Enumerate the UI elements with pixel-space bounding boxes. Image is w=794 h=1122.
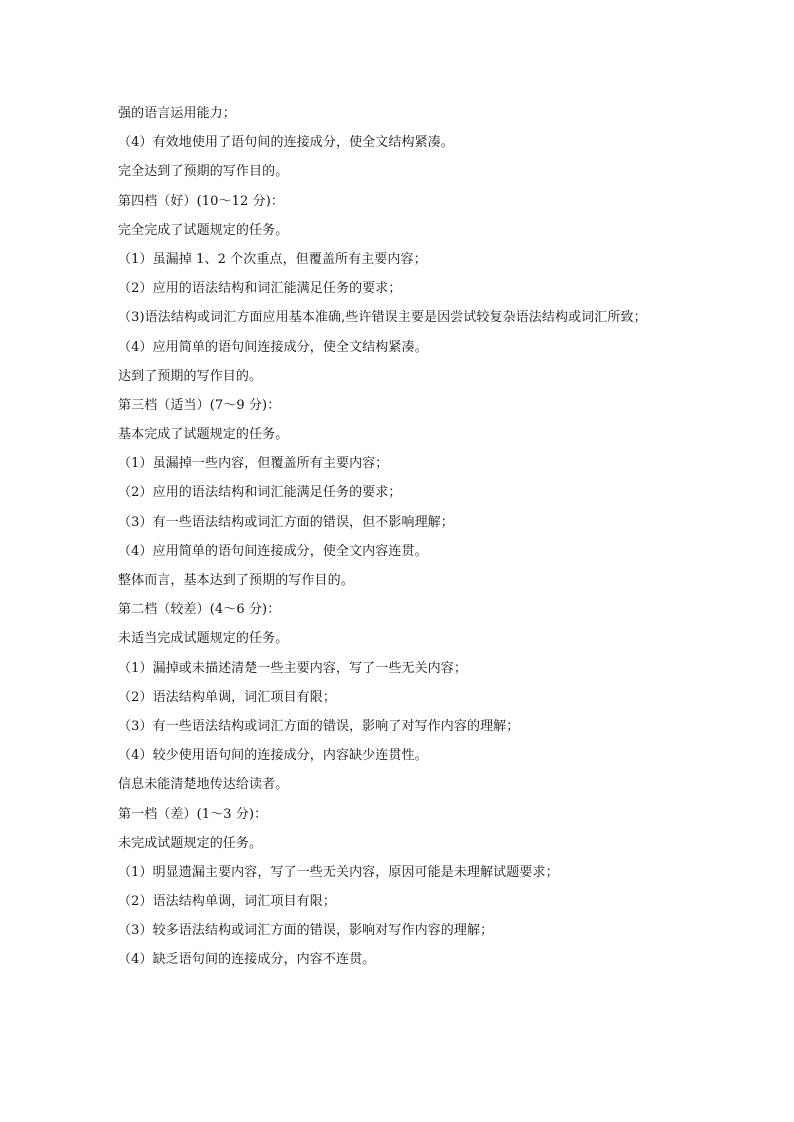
list-item: （2）语法结构单调，词汇项目有限； — [118, 894, 336, 910]
section-heading: 第四档（好）(10～12 分)： — [118, 193, 284, 209]
text-line: 未适当完成试题规定的任务。 — [118, 631, 289, 647]
text-line: 强的语言运用能力； — [118, 106, 236, 121]
list-item: （1）虽漏掉一些内容，但覆盖所有主要内容； — [118, 456, 389, 472]
list-item: （1）虽漏掉 1、2 个次重点，但覆盖所有主要内容； — [118, 251, 427, 267]
list-item: （4）应用简单的语句间连接成分，使全文内容连贯。 — [118, 543, 428, 559]
list-item: （1）明显遗漏主要内容，写了一些无关内容，原因可能是未理解试题要求； — [118, 864, 559, 880]
list-item: （4）缺乏语句间的连接成分，内容不连贯。 — [118, 952, 376, 968]
text-line: 达到了预期的写作目的。 — [118, 368, 263, 384]
text-line: （4）有效地使用了语句间的连接成分，使全文结构紧凑。 — [118, 135, 454, 151]
text-line: 基本完成了试题规定的任务。 — [118, 427, 289, 443]
list-item: （4）应用简单的语句间连接成分，使全文结构紧凑。 — [118, 339, 428, 355]
text-line: 完全完成了试题规定的任务。 — [118, 222, 289, 238]
list-item: （2）语法结构单调，词汇项目有限； — [118, 689, 336, 705]
section-heading: 第二档（较差）(4～6 分)： — [118, 602, 281, 618]
list-item: （4）较少使用语句间的连接成分，内容缺少连贯性。 — [118, 748, 428, 764]
list-item: （1）漏掉或未描述清楚一些主要内容，写了一些无关内容； — [118, 660, 467, 676]
list-item: （2）应用的语法结构和词汇能满足任务的要求； — [118, 485, 402, 501]
text-line: 完全达到了预期的写作目的。 — [118, 164, 289, 180]
list-item: （2）应用的语法结构和词汇能满足任务的要求； — [118, 281, 402, 297]
section-heading: 第一档（差）(1～3 分)： — [118, 806, 268, 822]
section-heading: 第三档（适当）(7～9 分)： — [118, 397, 281, 413]
text-line: 未完成试题规定的任务。 — [118, 835, 263, 851]
list-item: （3）较多语法结构或词汇方面的错误，影响对写作内容的理解； — [118, 923, 494, 939]
text-line: 信息未能清楚地传达给读者。 — [118, 777, 289, 793]
document-body — [118, 99, 718, 975]
text-line: 整体而言，基本达到了预期的写作目的。 — [118, 573, 354, 588]
list-item: （3）有一些语法结构或词汇方面的错误，但不影响理解； — [118, 514, 454, 530]
list-item: （3）有一些语法结构或词汇方面的错误，影响了对写作内容的理解； — [118, 718, 520, 734]
list-item: （3)语法结构或词汇方面应用基本准确,些许错误主要是因尝试较复杂语法结构或词汇所致； — [118, 310, 647, 326]
